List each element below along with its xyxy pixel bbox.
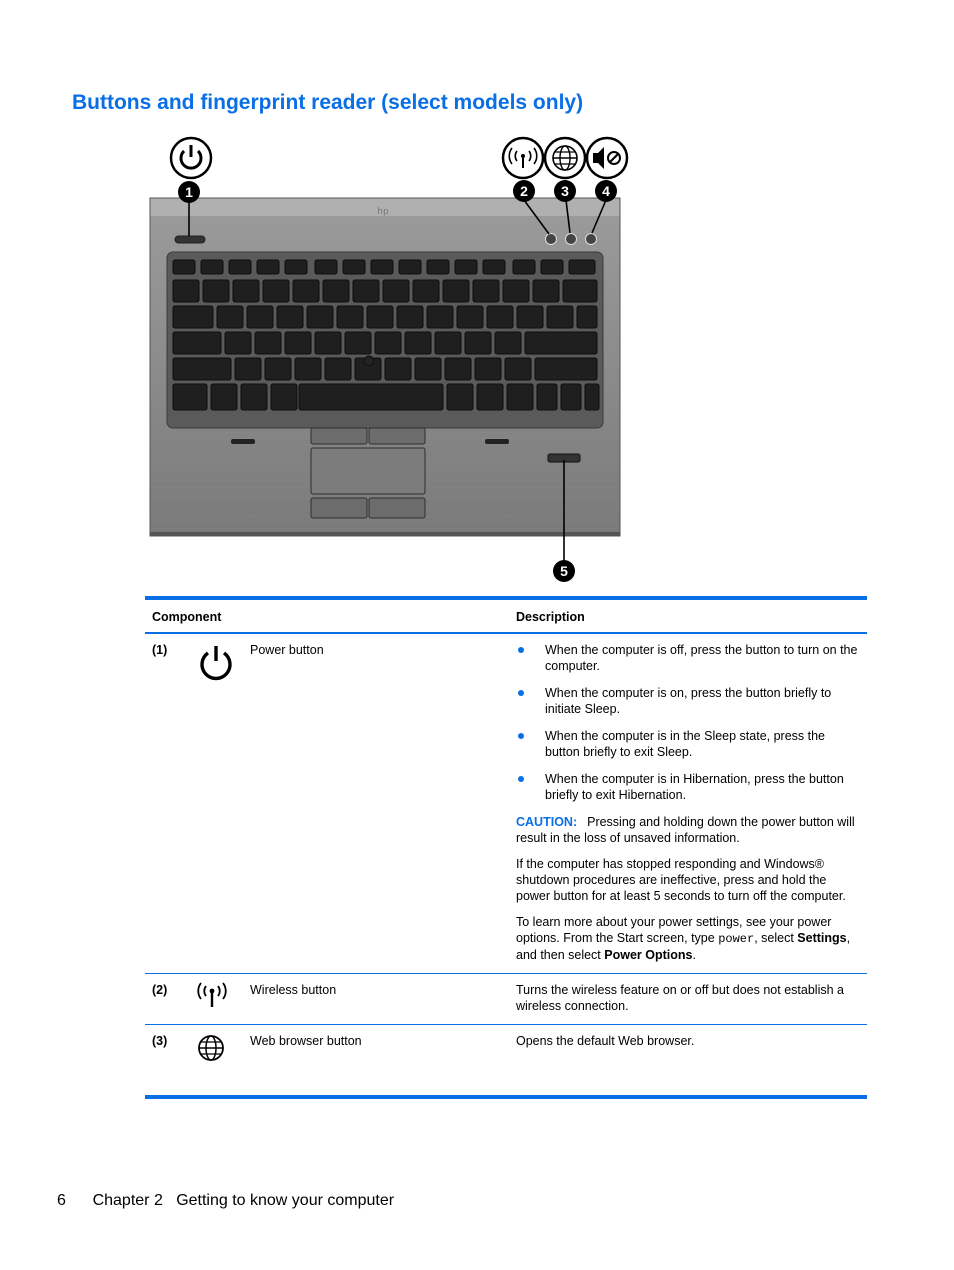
- list-item: When the computer is off, press the button to turn on the computer.: [516, 642, 860, 674]
- row-number: (1): [145, 633, 189, 974]
- keyboard-key[interactable]: [577, 306, 597, 328]
- keyboard-key[interactable]: [435, 332, 461, 354]
- header-component: Component: [145, 598, 509, 633]
- keyboard-key[interactable]: [233, 280, 259, 302]
- caution-note: [516, 814, 860, 846]
- touchpad-left-button[interactable]: [311, 498, 367, 518]
- keyboard-key[interactable]: [477, 384, 503, 410]
- svg-text:2: 2: [520, 183, 528, 199]
- component-description: Opens the default Web browser.: [509, 1025, 867, 1098]
- keyboard-key[interactable]: [263, 280, 289, 302]
- keyboard-key[interactable]: [201, 260, 223, 274]
- keyboard-key[interactable]: [211, 384, 237, 410]
- component-description: [509, 633, 867, 974]
- pointing-stick-left-button[interactable]: [311, 428, 367, 444]
- keyboard-key[interactable]: [427, 260, 449, 274]
- keyboard-key[interactable]: [173, 332, 221, 354]
- keyboard-key[interactable]: [413, 280, 439, 302]
- keyboard-key[interactable]: [547, 306, 573, 328]
- caution-text: Pressing and holding down the power button will result in the loss of unsaved information.: [516, 815, 855, 845]
- keyboard-key[interactable]: [225, 332, 251, 354]
- page-footer: [57, 1192, 394, 1210]
- wireless-icon: [189, 974, 243, 1025]
- keyboard-key[interactable]: [241, 384, 267, 410]
- mute-button[interactable]: [586, 234, 597, 245]
- header-description: Description: [509, 598, 867, 633]
- page-number: 6: [57, 1192, 66, 1209]
- text-run: , select: [754, 931, 798, 945]
- keyboard-key[interactable]: [427, 306, 453, 328]
- keyboard-key[interactable]: [271, 384, 297, 410]
- keyboard-key[interactable]: [455, 260, 477, 274]
- keyboard-key[interactable]: [315, 332, 341, 354]
- callout-1: [178, 181, 200, 203]
- callout-2: [513, 180, 535, 202]
- callout-5: [553, 560, 575, 582]
- list-item: When the computer is in the Sleep state, press the button briefly to exit Sleep.: [516, 728, 860, 760]
- keyboard-key[interactable]: [475, 358, 501, 380]
- text-run: To learn more about your power settings, see your power options. From the Start screen, type: [516, 915, 832, 945]
- keyboard-key[interactable]: [173, 384, 207, 410]
- pointing-stick[interactable]: [364, 356, 374, 366]
- text-run: .: [692, 948, 696, 962]
- keyboard-key[interactable]: [353, 280, 379, 302]
- bold-text: Settings: [797, 931, 847, 945]
- keyboard-key[interactable]: [337, 306, 363, 328]
- component-table: [145, 596, 867, 1099]
- pointing-stick-right-button[interactable]: [369, 428, 425, 444]
- keyboard-key[interactable]: [517, 306, 543, 328]
- callout-3: [554, 180, 576, 202]
- keyboard-key[interactable]: [257, 260, 279, 274]
- component-name: Web browser button: [243, 1025, 509, 1098]
- keyboard-key[interactable]: [445, 358, 471, 380]
- chapter-label: Chapter 2: [92, 1192, 163, 1209]
- keyboard-key[interactable]: [505, 358, 531, 380]
- wireless-button[interactable]: [546, 234, 557, 245]
- keyboard-key[interactable]: [173, 260, 195, 274]
- keyboard-key[interactable]: [569, 260, 595, 274]
- keyboard-key[interactable]: [343, 260, 365, 274]
- keyboard-key[interactable]: [345, 332, 371, 354]
- web-browser-button[interactable]: [566, 234, 577, 245]
- keyboard-key[interactable]: [293, 280, 319, 302]
- keyboard-key[interactable]: [443, 280, 469, 302]
- keyboard-key[interactable]: [323, 280, 349, 302]
- keyboard-key[interactable]: [537, 384, 557, 410]
- table-header-row: [145, 598, 867, 633]
- power-icon: [171, 138, 211, 178]
- keyboard-key[interactable]: [285, 260, 307, 274]
- keyboard-key[interactable]: [203, 280, 229, 302]
- keyboard-key[interactable]: [371, 260, 393, 274]
- keyboard-key[interactable]: [563, 280, 597, 302]
- list-item: When the computer is in Hibernation, press the button briefly to exit Hibernation.: [516, 771, 860, 803]
- keyboard-key[interactable]: [235, 358, 261, 380]
- page-title: Buttons and fingerprint reader (select models only): [72, 91, 584, 114]
- keyboard-key[interactable]: [299, 384, 443, 410]
- keyboard-key[interactable]: [307, 306, 333, 328]
- table-row: [145, 974, 867, 1025]
- keyboard-key[interactable]: [541, 260, 563, 274]
- keyboard-key[interactable]: [247, 306, 273, 328]
- bullet-list: [516, 642, 860, 803]
- paragraph: [516, 914, 860, 963]
- svg-text:5: 5: [560, 563, 568, 579]
- keyboard-key[interactable]: [405, 332, 431, 354]
- keyboard-key[interactable]: [295, 358, 321, 380]
- hp-logo: hp: [377, 207, 389, 217]
- keyboard-key[interactable]: [265, 358, 291, 380]
- component-name: Power button: [243, 633, 509, 974]
- row-number: (2): [145, 974, 189, 1025]
- keyboard-key[interactable]: [507, 384, 533, 410]
- code-text: power: [718, 932, 755, 946]
- keyboard-key[interactable]: [173, 306, 213, 328]
- keyboard-key[interactable]: [217, 306, 243, 328]
- web-browser-icon: [545, 138, 585, 178]
- keyboard-key[interactable]: [375, 332, 401, 354]
- keyboard-key[interactable]: [447, 384, 473, 410]
- mute-icon: [587, 138, 627, 178]
- paragraph: If the computer has stopped responding and Windows® shutdown procedures are ineffective, press and hold the power button for at least 5 seconds to turn off the computer.: [516, 857, 846, 903]
- chapter-title: Getting to know your computer: [176, 1192, 395, 1209]
- svg-text:3: 3: [561, 183, 569, 199]
- keyboard-key[interactable]: [525, 332, 597, 354]
- component-name: Wireless button: [243, 974, 509, 1025]
- keyboard-key[interactable]: [513, 260, 535, 274]
- keyboard-key[interactable]: [503, 280, 529, 302]
- keyboard-key[interactable]: [385, 358, 411, 380]
- component-description: Turns the wireless feature on or off but does not establish a wireless connection.: [509, 974, 867, 1025]
- keyboard-key[interactable]: [561, 384, 581, 410]
- speaker-left: [231, 439, 255, 444]
- laptop-keyboard-figure: [145, 132, 635, 588]
- keyboard-key[interactable]: [487, 306, 513, 328]
- touchpad-right-button[interactable]: [369, 498, 425, 518]
- keyboard-key[interactable]: [399, 260, 421, 274]
- keyboard-key[interactable]: [325, 358, 351, 380]
- keyboard-key[interactable]: [277, 306, 303, 328]
- text-run: , and then select: [516, 931, 851, 962]
- keyboard-key[interactable]: [367, 306, 393, 328]
- touchpad[interactable]: [311, 448, 425, 494]
- keyboard-key[interactable]: [473, 280, 499, 302]
- keyboard-key[interactable]: [397, 306, 423, 328]
- caution-label: CAUTION:: [516, 815, 578, 829]
- keyboard-key[interactable]: [585, 384, 599, 410]
- list-item: When the computer is on, press the button briefly to initiate Sleep.: [516, 685, 860, 717]
- wireless-icon: [503, 138, 543, 178]
- keyboard-key[interactable]: [535, 358, 597, 380]
- keyboard: [167, 252, 603, 428]
- keyboard-key[interactable]: [533, 280, 559, 302]
- speaker-right: [485, 439, 509, 444]
- keyboard-key[interactable]: [285, 332, 311, 354]
- keyboard-key[interactable]: [173, 280, 199, 302]
- keyboard-key[interactable]: [173, 358, 231, 380]
- svg-text:4: 4: [602, 183, 610, 199]
- row-number: (3): [145, 1025, 189, 1098]
- keyboard-key[interactable]: [415, 358, 441, 380]
- keyboard-key[interactable]: [315, 260, 337, 274]
- keyboard-key[interactable]: [495, 332, 521, 354]
- power-icon: [189, 633, 243, 974]
- svg-text:1: 1: [185, 184, 193, 200]
- callout-4: [595, 180, 617, 202]
- web-browser-icon: [189, 1025, 243, 1098]
- keyboard-key[interactable]: [457, 306, 483, 328]
- table-row: [145, 633, 867, 974]
- power-button[interactable]: [175, 236, 205, 243]
- keyboard-key[interactable]: [465, 332, 491, 354]
- keyboard-key[interactable]: [229, 260, 251, 274]
- keyboard-key[interactable]: [483, 260, 505, 274]
- keyboard-key[interactable]: [255, 332, 281, 354]
- bold-text: Power Options: [604, 948, 693, 962]
- keyboard-key[interactable]: [383, 280, 409, 302]
- table-row: [145, 1025, 867, 1098]
